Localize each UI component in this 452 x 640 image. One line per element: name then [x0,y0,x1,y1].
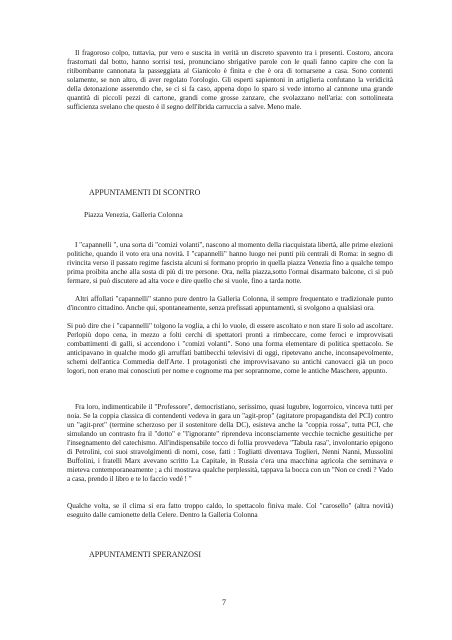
section-heading-speranzosi: APPUNTAMENTI SPERANZOSI [89,550,202,559]
section-heading-scontro: APPUNTAMENTI DI SCONTRO [89,188,201,197]
paragraph-professore: Fra loro, indimenticabile il "Professore", democristiano, serissimo, quasi lugubre, logorroico, vinceva tutti per noia. Se la coppia classica di contendenti vedeva in gara un "agit-prop" (agitatore propagandista del PCI) contro un "agit-pret" (termine scherzoso per il sostenitore della DC), esisteva anche la "coppia rossa", tutta PCI, che simulando un contrasto fra il "dotto" e "l'ignorante" riprendeva inconsciamente vecchie tecniche gesuitiche per l'insegnamento del catechismo. All'indispensabile tocco di follia provvedeva "Tabula rasa", involontario epigono di Petrolini, coi suoi stravolgimenti di nomi, cose, fatti : Togliatti diventava Toglieri, Nenni Nanni, Mussolini Buffolini, i fratelli Marx avevano scritto La Capitale, in Russia c'era una macchina agricola che seminava e mieteva contemporaneamente ; a chi mostrava qualche perplessità, tappava la bocca con un "Non ce credi ? Vado a casa, prendo il libro e te lo faccio vedé ! " [67,402,393,484]
paragraph-galleria-colonna: Altri affollati "capannelli" stanno pure dentro la Galleria Colonna, il sempre frequentato e tradizionale punto d'incontro cittadino. Anche qui, spontaneamente, senza prefissati appuntamenti, si svolgono a qualsiasi ora. [67,294,393,313]
paragraph-cannon: Il fragoroso colpo, tuttavia, pur vero e suscita in verità un discreto spavento tra i presenti. Costoro, ancora frastornati dal botto, hanno sorrisi tesi, pronunciano sbrigative parole con le quali fanno capire che con la ritibombante cannonata la passeggiata al Gianicolo è finita e che è ora di tornarsene a casa. Sono contenti solamente, se non altro, di aver regolato l'orologio. Gli esperti sapientoni in artiglieria confutano la veridicità della detonazione asserendo che, se ci si fa caso, appena dopo lo sparo si vede intorno al cannone una grande quantità di piccoli pezzi di cartone, grandi come grosse zanzare, che svolazzano nell'aria: con sottolineata sufficienza svelano che questo è il segno dell'ibrida carruccia a salve. Meno male. [67,48,393,112]
paragraph-capannelli-intro: I "capannelli ", una sorta di "comizi volanti", nascono al momento della riacquistata libertà, alle prime elezioni politiche, quando il voto era una novità. I "capannelli" hanno luogo nei punti più centrali di Roma: in segno di rivincita verso il passato regime fascista alcuni si formano proprio in quella piazza Venezia fino a qualche tempo prima proibita anche alla sosta di più di tre persone. Ora, nella piazza,sotto l'ormai disarmato balcone, ci si può fermare, si può discutere ad alta voce e dire quello che si vuole, fino a tarda notte. [67,240,393,286]
section-subheading-location: Piazza Venezia, Galleria Colonna [84,210,183,219]
paragraph-comizi-volanti: Si può dire che i "capannelli" tolgono la voglia, a chi lo vuole, di essere ascoltato e non stare lì solo ad ascoltare. Perlopiù dopo cena, in mezzo a folti cerchi di spettatori pronti a rimbeccare, come feroci e improvvisati combattimenti di galli, si accendono i "comizi volanti". Sono una forma elementare di politica spettacolo. Se anticipavano in qualche modo gli arruffati battibecchi televisivi di oggi, ripetevano anche, inconsapevolmente, schemi dell'antica Commedia dell'Arte. I protagonisti che improvvisavano su antichi canovacci già un poco logori, non erano mai conosciuti per nome e cognome ma per soprannome, come le antiche Maschere, appunto. [67,321,393,376]
page-number: 7 [222,598,226,607]
paragraph-carosello: Qualche volta, se il clima si era fatto troppo caldo, lo spettacolo finiva male. Col "carosello" (altra novità) eseguito dalle camionette della Celere. Dentro la Galleria Colonna [67,501,393,520]
